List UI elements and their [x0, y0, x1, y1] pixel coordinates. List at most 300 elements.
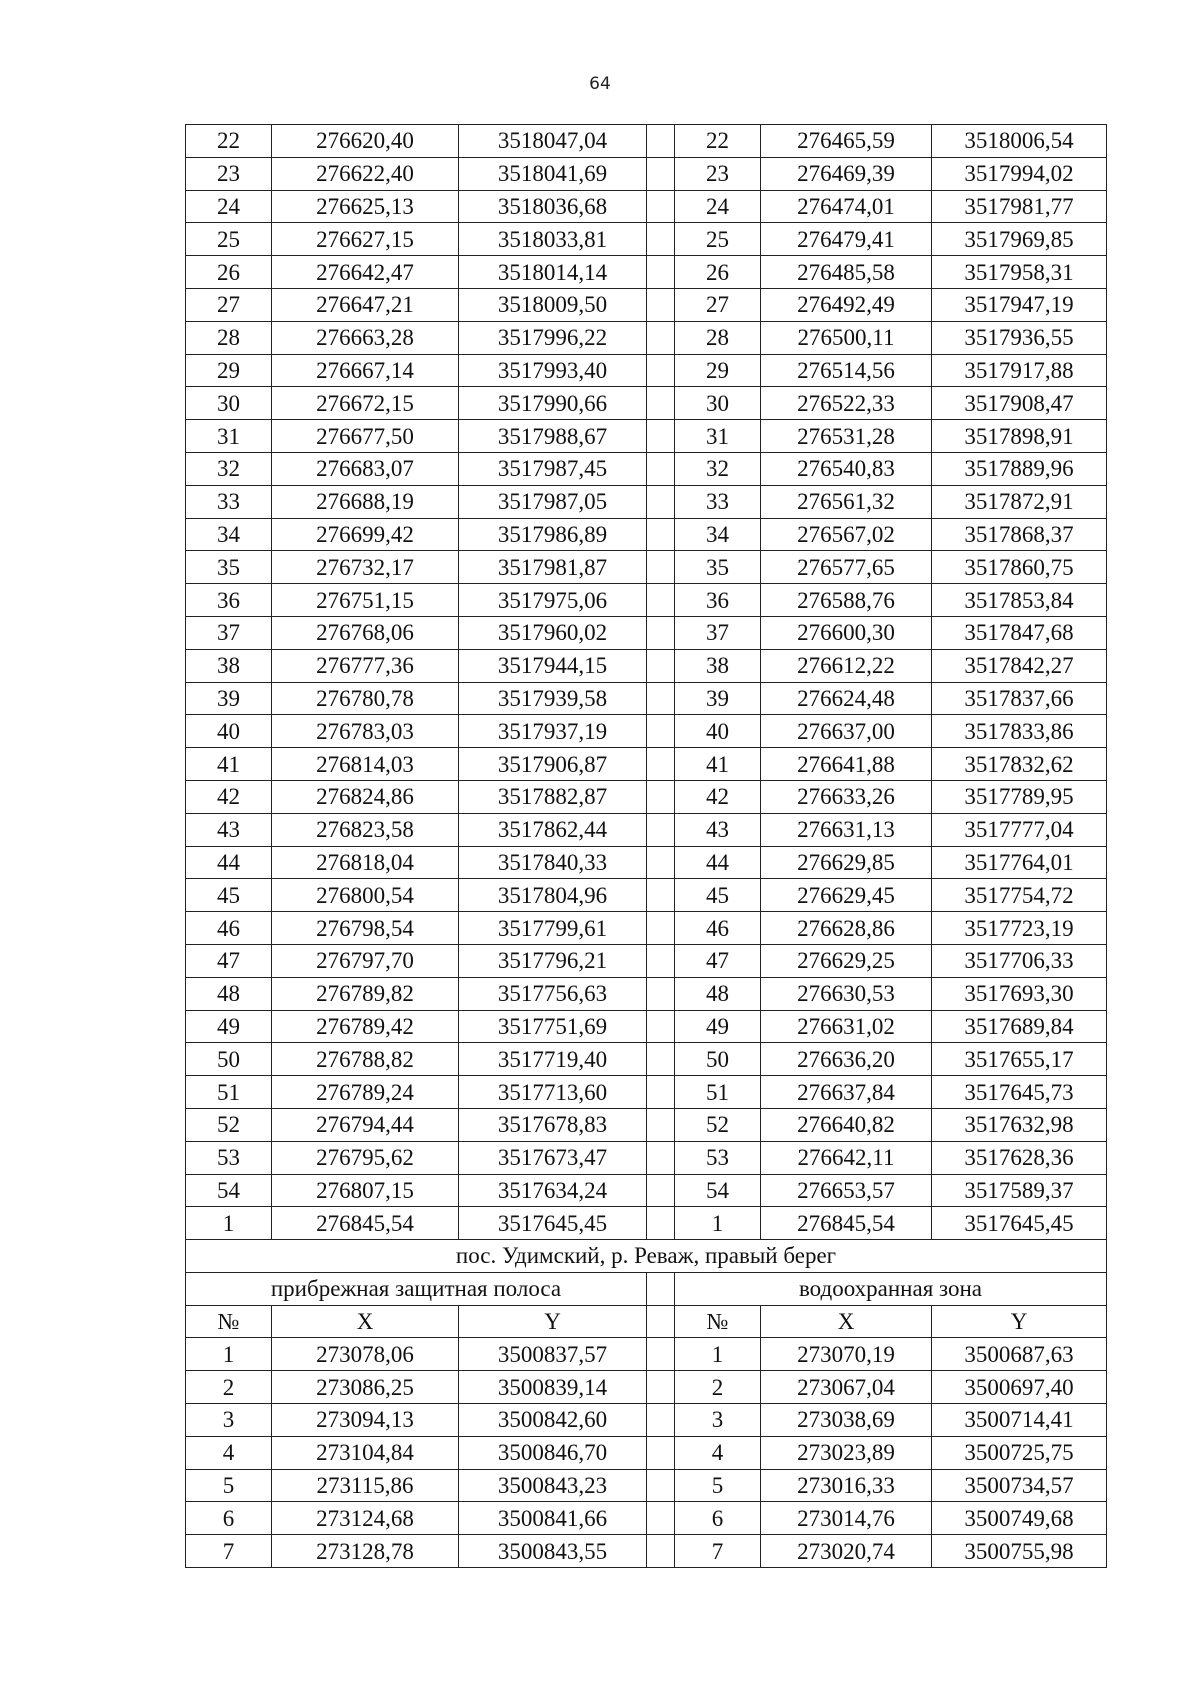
right-num-cell: 52 — [675, 1108, 761, 1141]
gap-cell — [647, 912, 675, 945]
left-num-cell: 42 — [186, 780, 272, 813]
right-x-cell: 276629,45 — [761, 879, 932, 912]
right-num-cell: 6 — [675, 1502, 761, 1535]
left-num-cell: 53 — [186, 1141, 272, 1174]
right-x-cell: 276845,54 — [761, 1207, 932, 1240]
left-x-cell: 276798,54 — [272, 912, 459, 945]
left-y-cell: 3517756,63 — [459, 977, 647, 1010]
left-num-header: № — [186, 1305, 272, 1338]
gap-cell — [647, 944, 675, 977]
left-x-cell: 276780,78 — [272, 682, 459, 715]
left-num-cell: 4 — [186, 1436, 272, 1469]
table-row — [186, 321, 1107, 354]
right-x-cell: 273014,76 — [761, 1502, 932, 1535]
left-num-cell: 52 — [186, 1108, 272, 1141]
left-num-cell: 1 — [186, 1338, 272, 1371]
gap-cell — [647, 1404, 675, 1437]
gap-cell — [647, 649, 675, 682]
table-row — [186, 748, 1107, 781]
left-x-cell: 276789,24 — [272, 1076, 459, 1109]
left-y-cell: 3517634,24 — [459, 1174, 647, 1207]
left-num-cell: 41 — [186, 748, 272, 781]
left-y-cell: 3517939,58 — [459, 682, 647, 715]
right-num-cell: 46 — [675, 912, 761, 945]
right-y-cell: 3517936,55 — [932, 321, 1107, 354]
left-num-cell: 40 — [186, 715, 272, 748]
left-x-cell: 276751,15 — [272, 584, 459, 617]
table-row — [186, 846, 1107, 879]
right-x-cell: 276653,57 — [761, 1174, 932, 1207]
right-x-cell: 276522,33 — [761, 387, 932, 420]
right-num-cell: 26 — [675, 256, 761, 289]
left-y-cell: 3517713,60 — [459, 1076, 647, 1109]
left-num-cell: 5 — [186, 1469, 272, 1502]
gap-cell — [647, 157, 675, 190]
right-y-cell: 3517837,66 — [932, 682, 1107, 715]
left-y-cell: 3517996,22 — [459, 321, 647, 354]
gap-cell — [647, 715, 675, 748]
left-x-cell: 276789,42 — [272, 1010, 459, 1043]
right-x-cell: 276479,41 — [761, 223, 932, 256]
gap-cell — [647, 879, 675, 912]
right-num-cell: 51 — [675, 1076, 761, 1109]
right-x-cell: 276485,58 — [761, 256, 932, 289]
right-y-cell: 3517764,01 — [932, 846, 1107, 879]
right-num-cell: 31 — [675, 420, 761, 453]
gap-cell — [647, 846, 675, 879]
right-num-cell: 38 — [675, 649, 761, 682]
right-x-cell: 276628,86 — [761, 912, 932, 945]
gap-cell — [647, 518, 675, 551]
right-num-cell: 45 — [675, 879, 761, 912]
right-num-cell: 4 — [675, 1436, 761, 1469]
table-row — [186, 1535, 1107, 1568]
right-num-cell: 49 — [675, 1010, 761, 1043]
left-num-cell: 50 — [186, 1043, 272, 1076]
gap-cell — [647, 748, 675, 781]
left-y-header: Y — [459, 1305, 647, 1338]
right-num-cell: 53 — [675, 1141, 761, 1174]
right-x-cell: 273020,74 — [761, 1535, 932, 1568]
table-row — [186, 354, 1107, 387]
right-x-cell: 276531,28 — [761, 420, 932, 453]
left-y-cell: 3517988,67 — [459, 420, 647, 453]
right-y-cell: 3517898,91 — [932, 420, 1107, 453]
left-y-cell: 3517804,96 — [459, 879, 647, 912]
right-num-cell: 24 — [675, 190, 761, 223]
left-num-cell: 6 — [186, 1502, 272, 1535]
left-num-cell: 23 — [186, 157, 272, 190]
gap-cell — [647, 1436, 675, 1469]
right-y-cell: 3517706,33 — [932, 944, 1107, 977]
left-x-cell: 276620,40 — [272, 125, 459, 158]
table-row — [186, 518, 1107, 551]
table-row — [186, 649, 1107, 682]
left-x-cell: 276627,15 — [272, 223, 459, 256]
right-num-cell: 48 — [675, 977, 761, 1010]
left-x-cell: 276777,36 — [272, 649, 459, 682]
right-num-cell: 42 — [675, 780, 761, 813]
right-num-cell: 2 — [675, 1371, 761, 1404]
left-x-cell: 276732,17 — [272, 551, 459, 584]
gap-cell — [647, 780, 675, 813]
coordinates-table — [185, 124, 1107, 1568]
table-row — [186, 190, 1107, 223]
right-x-cell: 276624,48 — [761, 682, 932, 715]
gap-cell — [647, 1141, 675, 1174]
table-row — [186, 452, 1107, 485]
right-y-cell: 3517777,04 — [932, 813, 1107, 846]
left-num-cell: 7 — [186, 1535, 272, 1568]
right-x-cell: 276629,85 — [761, 846, 932, 879]
table-row — [186, 420, 1107, 453]
table-row — [186, 1076, 1107, 1109]
left-y-cell: 3500846,70 — [459, 1436, 647, 1469]
gap-cell — [647, 1469, 675, 1502]
table-row — [186, 1207, 1107, 1240]
right-x-cell: 273023,89 — [761, 1436, 932, 1469]
right-x-header: X — [761, 1305, 932, 1338]
left-y-cell: 3517673,47 — [459, 1141, 647, 1174]
gap-cell — [647, 682, 675, 715]
gap-cell — [647, 1535, 675, 1568]
left-x-cell: 276797,70 — [272, 944, 459, 977]
left-x-cell: 276622,40 — [272, 157, 459, 190]
left-num-cell: 38 — [186, 649, 272, 682]
left-y-cell: 3518041,69 — [459, 157, 647, 190]
right-num-cell: 37 — [675, 616, 761, 649]
right-x-cell: 276629,25 — [761, 944, 932, 977]
left-num-cell: 49 — [186, 1010, 272, 1043]
right-y-cell: 3500725,75 — [932, 1436, 1107, 1469]
table-row — [186, 1338, 1107, 1371]
gap-cell — [647, 190, 675, 223]
right-x-cell: 276474,01 — [761, 190, 932, 223]
right-x-cell: 273038,69 — [761, 1404, 932, 1437]
right-num-cell: 47 — [675, 944, 761, 977]
left-y-cell: 3517719,40 — [459, 1043, 647, 1076]
right-y-cell: 3517847,68 — [932, 616, 1107, 649]
left-num-cell: 44 — [186, 846, 272, 879]
right-x-cell: 276577,65 — [761, 551, 932, 584]
table-row — [186, 1469, 1107, 1502]
table-row — [186, 912, 1107, 945]
right-num-cell: 29 — [675, 354, 761, 387]
left-x-header: X — [272, 1305, 459, 1338]
right-y-cell: 3500714,41 — [932, 1404, 1107, 1437]
left-x-cell: 273115,86 — [272, 1469, 459, 1502]
table-row — [186, 584, 1107, 617]
gap-cell — [647, 354, 675, 387]
left-num-cell: 2 — [186, 1371, 272, 1404]
left-num-cell: 39 — [186, 682, 272, 715]
table-row — [186, 223, 1107, 256]
right-x-cell: 276641,88 — [761, 748, 932, 781]
left-num-cell: 43 — [186, 813, 272, 846]
right-y-cell: 3517789,95 — [932, 780, 1107, 813]
gap-cell — [647, 1043, 675, 1076]
right-y-cell: 3500687,63 — [932, 1338, 1107, 1371]
section-title: пос. Удимский, р. Реваж, правый берег — [186, 1240, 1107, 1273]
left-x-cell: 276768,06 — [272, 616, 459, 649]
right-num-cell: 32 — [675, 452, 761, 485]
gap-cell — [647, 452, 675, 485]
right-y-cell: 3517842,27 — [932, 649, 1107, 682]
right-y-cell: 3500734,57 — [932, 1469, 1107, 1502]
gap-cell — [647, 420, 675, 453]
left-y-cell: 3517993,40 — [459, 354, 647, 387]
left-x-cell: 273094,13 — [272, 1404, 459, 1437]
left-num-cell: 36 — [186, 584, 272, 617]
table-row — [186, 682, 1107, 715]
gap-cell — [647, 288, 675, 321]
right-num-cell: 41 — [675, 748, 761, 781]
table-row — [186, 256, 1107, 289]
right-y-cell: 3517860,75 — [932, 551, 1107, 584]
right-num-cell: 54 — [675, 1174, 761, 1207]
left-y-cell: 3517906,87 — [459, 748, 647, 781]
gap-cell — [647, 584, 675, 617]
right-num-cell: 5 — [675, 1469, 761, 1502]
left-x-cell: 276818,04 — [272, 846, 459, 879]
left-num-cell: 3 — [186, 1404, 272, 1437]
right-x-cell: 276637,84 — [761, 1076, 932, 1109]
left-zone-label: прибрежная защитная полоса — [186, 1272, 647, 1305]
left-y-cell: 3517882,87 — [459, 780, 647, 813]
right-num-cell: 3 — [675, 1404, 761, 1437]
right-y-cell: 3517723,19 — [932, 912, 1107, 945]
left-x-cell: 273128,78 — [272, 1535, 459, 1568]
right-num-cell: 44 — [675, 846, 761, 879]
left-x-cell: 273124,68 — [272, 1502, 459, 1535]
table-row — [186, 944, 1107, 977]
right-y-cell: 3517969,85 — [932, 223, 1107, 256]
section-title-row — [186, 1240, 1107, 1273]
left-num-cell: 24 — [186, 190, 272, 223]
left-x-cell: 276642,47 — [272, 256, 459, 289]
left-x-cell: 276800,54 — [272, 879, 459, 912]
left-x-cell: 276789,82 — [272, 977, 459, 1010]
left-y-cell: 3517799,61 — [459, 912, 647, 945]
gap-cell — [647, 977, 675, 1010]
right-num-cell: 50 — [675, 1043, 761, 1076]
block2-body — [186, 1338, 1107, 1568]
left-x-cell: 276794,44 — [272, 1108, 459, 1141]
left-x-cell: 276672,15 — [272, 387, 459, 420]
gap-cell — [647, 1338, 675, 1371]
right-x-cell: 276500,11 — [761, 321, 932, 354]
left-y-cell: 3517678,83 — [459, 1108, 647, 1141]
left-y-cell: 3517987,45 — [459, 452, 647, 485]
right-num-cell: 30 — [675, 387, 761, 420]
left-y-cell: 3517960,02 — [459, 616, 647, 649]
right-y-cell: 3517994,02 — [932, 157, 1107, 190]
table-row — [186, 485, 1107, 518]
right-zone-label: водоохранная зона — [675, 1272, 1107, 1305]
right-x-cell: 276600,30 — [761, 616, 932, 649]
gap-cell — [647, 1010, 675, 1043]
table-row — [186, 1404, 1107, 1437]
right-x-cell: 276514,56 — [761, 354, 932, 387]
right-num-cell: 1 — [675, 1207, 761, 1240]
right-x-cell: 276567,02 — [761, 518, 932, 551]
left-y-cell: 3518009,50 — [459, 288, 647, 321]
right-x-cell: 276642,11 — [761, 1141, 932, 1174]
right-x-cell: 276631,13 — [761, 813, 932, 846]
left-y-cell: 3517944,15 — [459, 649, 647, 682]
left-num-cell: 33 — [186, 485, 272, 518]
gap-cell — [647, 1371, 675, 1404]
zone-label-row — [186, 1272, 1107, 1305]
table-row — [186, 1010, 1107, 1043]
left-x-cell: 276667,14 — [272, 354, 459, 387]
right-x-cell: 276465,59 — [761, 125, 932, 158]
right-y-cell: 3517889,96 — [932, 452, 1107, 485]
table-row — [186, 1371, 1107, 1404]
left-y-cell: 3517990,66 — [459, 387, 647, 420]
table-row — [186, 1502, 1107, 1535]
left-num-cell: 51 — [186, 1076, 272, 1109]
right-num-cell: 34 — [675, 518, 761, 551]
left-num-cell: 27 — [186, 288, 272, 321]
left-x-cell: 276647,21 — [272, 288, 459, 321]
gap-cell — [647, 485, 675, 518]
left-x-cell: 273086,25 — [272, 1371, 459, 1404]
left-y-cell: 3517796,21 — [459, 944, 647, 977]
right-y-cell: 3517917,88 — [932, 354, 1107, 387]
right-y-cell: 3517832,62 — [932, 748, 1107, 781]
right-y-cell: 3517589,37 — [932, 1174, 1107, 1207]
gap-cell — [647, 1207, 675, 1240]
right-num-header: № — [675, 1305, 761, 1338]
left-x-cell: 276795,62 — [272, 1141, 459, 1174]
gap-cell — [647, 1502, 675, 1535]
section-header — [186, 1240, 1107, 1338]
right-y-cell: 3500697,40 — [932, 1371, 1107, 1404]
gap-cell — [647, 387, 675, 420]
left-y-cell: 3500843,23 — [459, 1469, 647, 1502]
right-num-cell: 40 — [675, 715, 761, 748]
right-num-cell: 22 — [675, 125, 761, 158]
left-num-cell: 30 — [186, 387, 272, 420]
left-x-cell: 276677,50 — [272, 420, 459, 453]
gap-cell — [647, 1272, 675, 1305]
right-x-cell: 273067,04 — [761, 1371, 932, 1404]
table-row — [186, 1043, 1107, 1076]
right-x-cell: 276637,00 — [761, 715, 932, 748]
left-num-cell: 37 — [186, 616, 272, 649]
left-y-cell: 3518014,14 — [459, 256, 647, 289]
right-y-cell: 3517693,30 — [932, 977, 1107, 1010]
right-x-cell: 276561,32 — [761, 485, 932, 518]
table-row — [186, 1108, 1107, 1141]
right-num-cell: 33 — [675, 485, 761, 518]
right-y-cell: 3517754,72 — [932, 879, 1107, 912]
right-x-cell: 276612,22 — [761, 649, 932, 682]
table-row — [186, 780, 1107, 813]
table-row — [186, 1436, 1107, 1469]
left-num-cell: 25 — [186, 223, 272, 256]
left-y-cell: 3517751,69 — [459, 1010, 647, 1043]
left-x-cell: 276783,03 — [272, 715, 459, 748]
left-num-cell: 26 — [186, 256, 272, 289]
left-x-cell: 273078,06 — [272, 1338, 459, 1371]
left-y-cell: 3517937,19 — [459, 715, 647, 748]
right-num-cell: 23 — [675, 157, 761, 190]
left-y-cell: 3518033,81 — [459, 223, 647, 256]
left-y-cell: 3517981,87 — [459, 551, 647, 584]
left-x-cell: 276683,07 — [272, 452, 459, 485]
left-y-cell: 3517862,44 — [459, 813, 647, 846]
table-row — [186, 616, 1107, 649]
left-y-cell: 3517986,89 — [459, 518, 647, 551]
table-row — [186, 1174, 1107, 1207]
left-x-cell: 276788,82 — [272, 1043, 459, 1076]
left-x-cell: 276663,28 — [272, 321, 459, 354]
left-num-cell: 54 — [186, 1174, 272, 1207]
gap-cell — [647, 1305, 675, 1338]
table-row — [186, 977, 1107, 1010]
right-num-cell: 36 — [675, 584, 761, 617]
gap-cell — [647, 223, 675, 256]
left-x-cell: 276845,54 — [272, 1207, 459, 1240]
table-row — [186, 288, 1107, 321]
right-num-cell: 1 — [675, 1338, 761, 1371]
left-num-cell: 31 — [186, 420, 272, 453]
left-num-cell: 48 — [186, 977, 272, 1010]
right-y-cell: 3517645,73 — [932, 1076, 1107, 1109]
left-num-cell: 47 — [186, 944, 272, 977]
left-x-cell: 276807,15 — [272, 1174, 459, 1207]
right-num-cell: 35 — [675, 551, 761, 584]
right-y-cell: 3500755,98 — [932, 1535, 1107, 1568]
table-row — [186, 125, 1107, 158]
gap-cell — [647, 1108, 675, 1141]
left-x-cell: 276823,58 — [272, 813, 459, 846]
right-num-cell: 25 — [675, 223, 761, 256]
left-num-cell: 32 — [186, 452, 272, 485]
left-y-cell: 3500843,55 — [459, 1535, 647, 1568]
page-number: 64 — [589, 74, 611, 94]
right-x-cell: 276540,83 — [761, 452, 932, 485]
left-num-cell: 34 — [186, 518, 272, 551]
left-x-cell: 273104,84 — [272, 1436, 459, 1469]
right-y-cell: 3517958,31 — [932, 256, 1107, 289]
right-y-header: Y — [932, 1305, 1107, 1338]
block1-body — [186, 125, 1107, 1240]
right-y-cell: 3517632,98 — [932, 1108, 1107, 1141]
table-row — [186, 1141, 1107, 1174]
right-num-cell: 27 — [675, 288, 761, 321]
table-row — [186, 551, 1107, 584]
gap-cell — [647, 813, 675, 846]
left-y-cell: 3500837,57 — [459, 1338, 647, 1371]
right-y-cell: 3517853,84 — [932, 584, 1107, 617]
right-x-cell: 276633,26 — [761, 780, 932, 813]
left-num-cell: 45 — [186, 879, 272, 912]
gap-cell — [647, 321, 675, 354]
left-x-cell: 276824,86 — [272, 780, 459, 813]
left-num-cell: 35 — [186, 551, 272, 584]
left-num-cell: 22 — [186, 125, 272, 158]
right-num-cell: 39 — [675, 682, 761, 715]
left-num-cell: 46 — [186, 912, 272, 945]
gap-cell — [647, 616, 675, 649]
left-y-cell: 3518036,68 — [459, 190, 647, 223]
left-y-cell: 3518047,04 — [459, 125, 647, 158]
left-y-cell: 3517645,45 — [459, 1207, 647, 1240]
table-row — [186, 715, 1107, 748]
